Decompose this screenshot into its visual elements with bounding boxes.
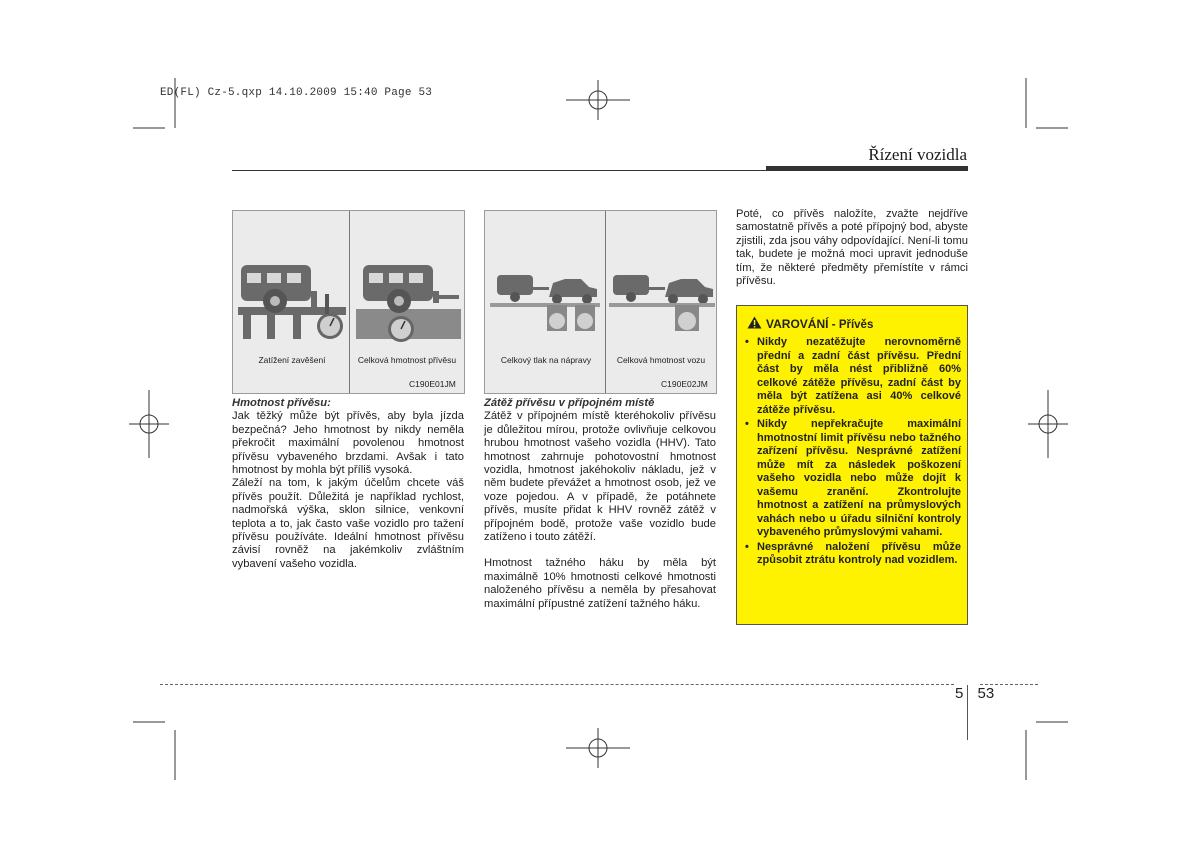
registration-target-bottom <box>566 728 630 768</box>
registration-target-right <box>1028 390 1068 458</box>
trailer-weight-heading: Hmotnost přívěsu: <box>232 397 331 409</box>
footer-rule <box>160 684 954 685</box>
figure-code: C190E02JM <box>661 379 708 389</box>
registration-target-top <box>566 80 630 120</box>
warning-title <box>747 316 873 331</box>
page-number-separator <box>967 685 968 740</box>
figure-label-left: Zatížení zavěšení <box>258 355 326 365</box>
page-number-value: 53 <box>977 685 995 702</box>
warning-item: • Nikdy nezatěžujte nerovnoměrně přední a zadní část přívěsu. Přední část by měla nést přibližně 60% celkové zátěže přívěsu, zadní část by měla být zatížena asi 40% celkové zátěže přívěsu. <box>745 336 961 416</box>
warning-list <box>745 336 961 569</box>
warning-box <box>736 305 968 625</box>
bullet: • <box>745 336 749 348</box>
figure-trailer-weight <box>232 210 465 394</box>
column-1 <box>232 397 464 571</box>
vehicle-scale-illustration <box>485 211 717 394</box>
tongue-load-heading: Zátěž přívěsu v přípojném místě <box>484 397 655 409</box>
registration-target-left <box>129 390 169 458</box>
tongue-load-paragraph-2: Hmotnost tažného háku by měla být maximálně 10% hmotnosti celkové hmotnosti naloženého přívěsu a neměla by přesahovat maximální přípustné zatížení tažného háku. <box>484 557 716 610</box>
warning-item: • Nikdy nepřekračujte maximální hmotnostní limit přívěsu nebo tažného zařízení přívěsu. Nesprávné zatížení může mít za následek poškození vašeho vozidla nebo může dojít k vašemu zranění. Zkontrolujte hmotnost a zatížení na průmyslových vahách nebo u úřadu silniční kontroly vybaveného průmyslovými vahami. <box>745 418 961 538</box>
section-title: Řízení vozidla <box>868 145 967 164</box>
warning-item: • Nesprávné naložení přívěsu může způsobit ztrátu kontroly nad vozidlem. <box>745 540 961 566</box>
warning-label: VAROVÁNÍ <box>766 317 829 331</box>
figure-label-right: Celková hmotnost přívěsu <box>357 355 457 365</box>
figure-label-right: Celková hmotnost vozu <box>616 355 706 365</box>
bullet: • <box>745 418 749 430</box>
trailer-weight-paragraph-1: Jak těžký může být přívěs, aby byla jízda bezpečná? Jeho hmotnost by nikdy neměla překročit maximální povolenou hmotnost přívěsu vybaveného brzdami. Avšak i tato hmotnost by mohla být příliš vysoká. <box>232 410 464 477</box>
trailer-scale-illustration <box>233 211 465 394</box>
print-info: ED(FL) Cz-5.qxp 14.10.2009 15:40 Page 53 <box>160 87 433 99</box>
figure-tongue-load <box>484 210 717 394</box>
trailer-weight-paragraph-2: Záleží na tom, k jakým účelům chcete váš přívěs použít. Důležitá je například rychlost, nadmořská výška, sklon silnice, venkovní teplota a to, jak často vaše vozidlo pro tažení přívěsu používáte. Ideální hmotnost přívěsu závisí rovněž na jakémkoliv zvláštním vybavení vašeho vozidla. <box>232 477 464 570</box>
column-3 <box>736 208 968 288</box>
bullet: • <box>745 540 749 553</box>
warning-subtitle: - Přívěs <box>831 319 874 331</box>
figure-code: C190E01JM <box>409 379 456 389</box>
chapter-number: 5 <box>955 685 964 702</box>
tongue-load-paragraph-1: Zátěž v přípojném místě kteréhokoliv přívěsu je důležitou mírou, protože ovlivňuje celkovou hrubou hmotnost vašeho vozidla (HHV). Tato hmotnost zahrnuje pohotovostní hmotnost vozidla, hmotnost jakéhokoliv nákladu, jež v něm budete převážet a hmotnost osob, jež ve voze pojedou. A v případě, že potáhnete přívěs, musíte přidat k HHV rovněž zátěž v přípojném bodě, protože vaše vozidlo bude zatíženo i touto zátěží. <box>484 410 716 544</box>
column-2 <box>484 397 716 611</box>
weighing-paragraph: Poté, co přívěs naložíte, zvažte nejdříve samostatně přívěs a poté přípojný bod, abyste zjistili, zda jsou váhy odpovídající. Není-li tomu tak, budete je možná moci upravit jednoduše tím, že některé předměty přemístíte v rámci přívěsu. <box>736 208 968 288</box>
page-number <box>955 685 994 702</box>
header-rule-bar <box>766 166 968 171</box>
figure-label-left: Celkový tlak na nápravy <box>500 355 592 365</box>
warning-triangle-icon <box>747 316 762 329</box>
